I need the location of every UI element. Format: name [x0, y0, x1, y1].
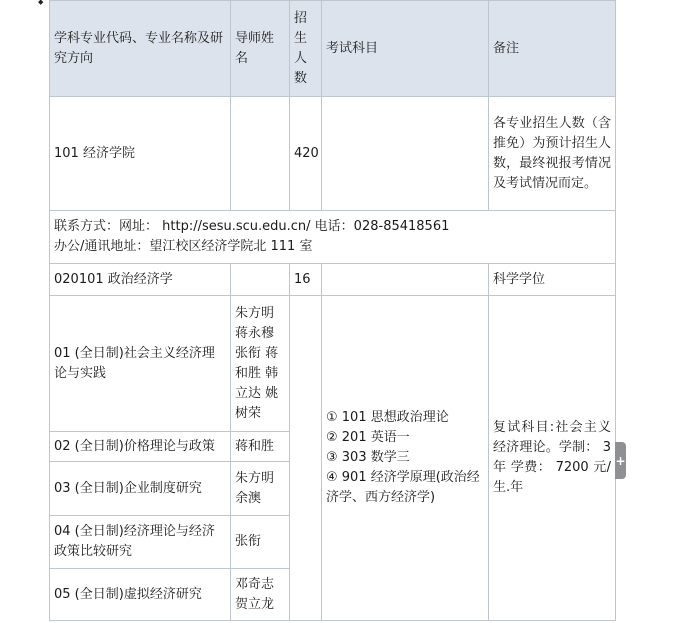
school-advisor-empty — [231, 97, 290, 211]
exam-subject: ② 201 英语一 — [326, 430, 410, 445]
direction-count-empty — [290, 296, 322, 621]
header-count: 招生人数 — [290, 1, 322, 97]
contact-web-phone: 联系方式：网址： http://sesu.scu.edu.cn/ 电话：028-85418561 — [54, 219, 450, 234]
major-exam-empty — [322, 264, 489, 296]
major-advisor-empty — [231, 264, 290, 296]
expand-side-tab[interactable]: + — [615, 442, 626, 479]
exam-subjects — [322, 296, 489, 621]
retest-note: 复试科目:社会主义经济理论。学制： 3 年 学费： 7200 元/生.年 — [489, 296, 616, 621]
major-name: 020101 政治经济学 — [50, 264, 231, 296]
header-program: 学科专业代码、专业名称及研究方向 — [50, 1, 231, 97]
contact-address: 办公/通讯地址：望江校区经济学院北 111 室 — [54, 239, 313, 254]
header-exam: 考试科目 — [322, 1, 489, 97]
major-count: 16 — [290, 264, 322, 296]
header-advisor: 导师姓名 — [231, 1, 290, 97]
admissions-table — [49, 0, 616, 621]
direction-row — [50, 296, 616, 432]
header-note: 备注 — [489, 1, 616, 97]
school-row — [50, 97, 616, 211]
direction-name: 04 (全日制)经济理论与经济政策比较研究 — [50, 516, 231, 569]
direction-name: 05 (全日制)虚拟经济研究 — [50, 569, 231, 621]
direction-advisors: 朱方明 蒋永穆 张衔 蒋和胜 韩立达 姚树荣 — [231, 296, 290, 432]
exam-subject: ③ 303 数学三 — [326, 450, 410, 465]
contact-cell — [50, 211, 616, 264]
direction-advisors: 邓奇志 贺立龙 — [231, 569, 290, 621]
school-exam-empty — [322, 97, 489, 211]
direction-name: 01 (全日制)社会主义经济理论与实践 — [50, 296, 231, 432]
direction-advisors: 蒋和胜 — [231, 432, 290, 462]
direction-advisors: 朱方明 余澳 — [231, 462, 290, 516]
major-row — [50, 264, 616, 296]
major-note: 科学学位 — [489, 264, 616, 296]
exam-subject: ④ 901 经济学原理(政治经济学、西方经济学) — [326, 470, 480, 505]
school-count: 420 — [290, 97, 322, 211]
school-note: 各专业招生人数（含推免）为预计招生人数，最终视报考情况及考试情况而定。 — [489, 97, 616, 211]
direction-name: 02 (全日制)价格理论与政策 — [50, 432, 231, 462]
contact-row — [50, 211, 616, 264]
exam-subject: ① 101 思想政治理论 — [326, 410, 449, 425]
header-row — [50, 1, 616, 97]
direction-advisors: 张衔 — [231, 516, 290, 569]
direction-name: 03 (全日制)企业制度研究 — [50, 462, 231, 516]
school-name: 101 经济学院 — [50, 97, 231, 211]
corner-marker: ◆ — [38, 0, 44, 6]
